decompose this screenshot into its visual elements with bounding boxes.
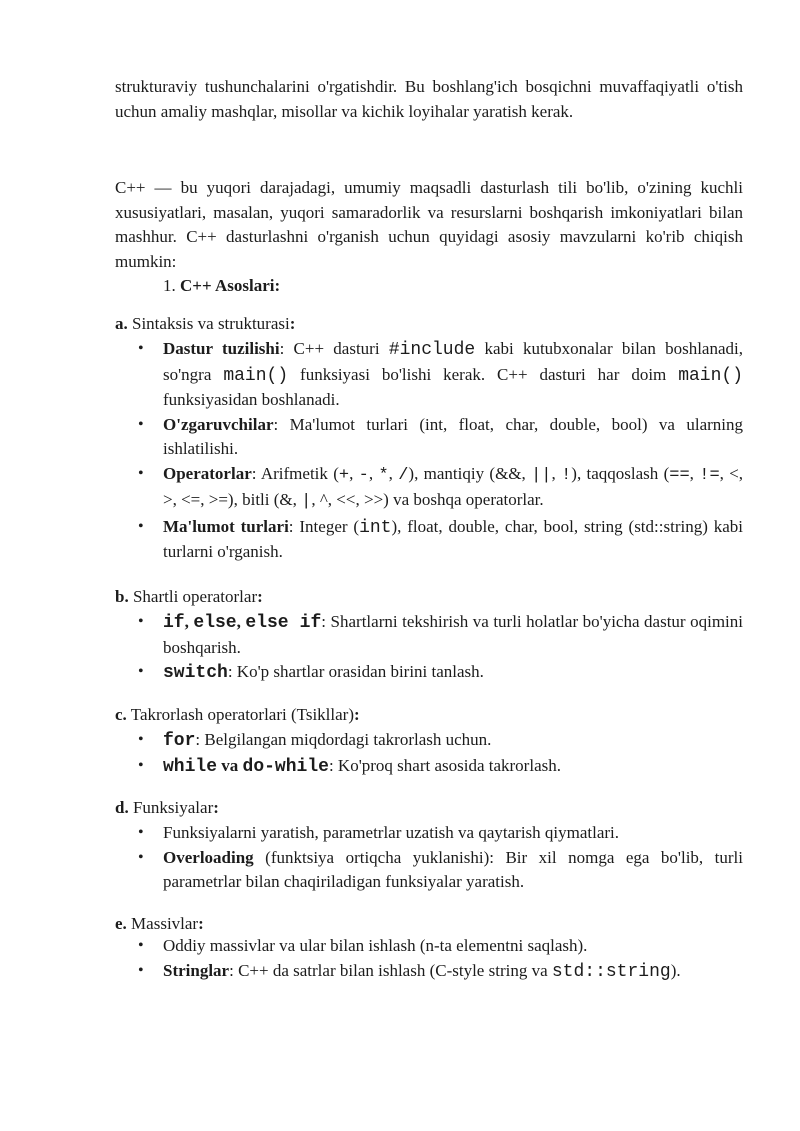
- numbered-heading: [163, 274, 280, 299]
- code-keyword: do-while: [242, 756, 329, 777]
- separator: ,: [184, 612, 194, 631]
- item-text: : Belgilangan miqdordagi takrorlash uchun.: [195, 730, 492, 749]
- section-e-heading: [115, 912, 204, 937]
- list-item: [115, 959, 743, 985]
- intro-paragraph: strukturaviy tushunchalarini o'rgatishdir. Bu boshlang'ich bosqichni muvaffaqiyatli o'tish uchun amaliy mashqlar, misollar va kichik loyihalar yaratish kerak.: [115, 77, 743, 121]
- item-text: ,: [349, 463, 359, 483]
- item-text: ,: [551, 463, 562, 483]
- code-keyword: for: [163, 731, 196, 751]
- list-item: [115, 728, 743, 754]
- section-d-heading: [115, 796, 219, 821]
- item-text: : Arifmetik (: [251, 463, 339, 483]
- code-keyword: while: [163, 756, 218, 777]
- item-text: ), mantiqiy (&&,: [408, 463, 532, 483]
- code-snippet: main(): [223, 365, 289, 386]
- list-item: [115, 337, 743, 413]
- code-snippet: /: [398, 465, 409, 485]
- conjunction: va: [217, 755, 243, 775]
- code-snippet: *: [378, 465, 389, 485]
- section-c-heading: [115, 703, 360, 728]
- section-a-heading: [115, 312, 295, 337]
- item-term: Stringlar: [163, 960, 230, 980]
- section-letter: c.: [115, 705, 127, 724]
- section-colon: :: [354, 705, 360, 724]
- section-colon: :: [213, 798, 219, 817]
- section-title: Takrorlash operatorlari (Tsikllar): [130, 705, 354, 724]
- item-text: , <, >, <=, >=), bitli (&,: [163, 463, 744, 509]
- code-snippet: ||: [531, 465, 552, 485]
- code-snippet: |: [301, 492, 312, 511]
- list-item: [115, 934, 743, 959]
- section-colon: :: [289, 314, 296, 333]
- item-term: Ma'lumot turlari: [163, 516, 289, 536]
- item-text: funksiyasi bo'lishi kerak. C++ dasturi har doim: [288, 364, 679, 384]
- list-item: [115, 821, 743, 846]
- item-text: ), taqqoslash (: [571, 463, 670, 483]
- separator: ,: [236, 612, 246, 631]
- item-term: Operatorlar: [163, 463, 252, 483]
- list-item: [115, 413, 743, 462]
- section-colon: :: [257, 587, 263, 606]
- section-title: Sintaksis va strukturasi: [132, 314, 290, 333]
- list-item: [115, 462, 743, 515]
- list-number: 1.: [163, 276, 176, 295]
- item-text: kabi kutubxonalar bilan boshlanadi, so'ngra: [163, 339, 743, 384]
- code-snippet: !=: [699, 465, 720, 485]
- item-text: : Shartlarni tekshirish va turli holatlar bo'yicha dastur oqimini boshqarish.: [163, 612, 744, 657]
- item-term: Dastur tuzilishi: [163, 339, 280, 358]
- list-item: [115, 754, 743, 780]
- item-text: ,: [368, 463, 379, 483]
- list-item: [115, 610, 743, 660]
- section-letter: d.: [115, 798, 129, 817]
- section-letter: e.: [115, 914, 127, 933]
- item-text: : Ko'p shartlar orasidan birini tanlash.: [227, 662, 484, 681]
- item-text: ), float, double, char, bool, string (std::string) kabi turlarni o'rganish.: [163, 516, 743, 561]
- section-title: Funksiyalar: [132, 798, 214, 817]
- item-text: Funksiyalarni yaratish, parametrlar uzatish va qaytarish qiymatlari.: [163, 823, 620, 842]
- section-letter: a.: [115, 314, 128, 333]
- item-text: : Ko'proq shart asosida takrorlash.: [328, 755, 561, 775]
- code-keyword: else if: [245, 613, 322, 633]
- section-b-list: [115, 610, 743, 686]
- item-term: O'zgaruvchilar: [163, 414, 274, 434]
- section-letter: b.: [115, 587, 129, 606]
- section-title: Massivlar: [131, 914, 199, 933]
- item-text: : Integer (: [288, 516, 360, 536]
- item-text: : C++ dasturi: [279, 339, 389, 358]
- code-keyword: switch: [163, 663, 228, 683]
- code-snippet: #include: [388, 340, 476, 360]
- section-c-list: [115, 728, 743, 779]
- code-snippet: std::string: [551, 961, 671, 982]
- item-text: (funktsiya ortiqcha yuklanishi): Bir xil nomga ega bo'lib, turli parametrlar bilan chaqiriladigan funksiyalar yaratish.: [163, 847, 743, 891]
- list-item: [115, 846, 743, 895]
- code-snippet: +: [338, 465, 350, 485]
- code-snippet: ==: [669, 465, 690, 485]
- item-text: funksiyasidan boshlanadi.: [163, 390, 340, 409]
- item-text: , ^, <<, >>) va boshqa operatorlar.: [311, 490, 544, 509]
- section-colon: :: [198, 914, 204, 933]
- code-snippet: main(): [678, 365, 743, 386]
- item-text: Oddiy massivlar va ular bilan ishlash (n-ta elementni saqlash).: [163, 936, 588, 955]
- section-e-list: [115, 934, 743, 984]
- list-item: [115, 515, 743, 565]
- numbered-heading-title: C++ Asoslari:: [180, 276, 281, 295]
- section-title: Shartli operatorlar: [132, 587, 258, 606]
- item-text: : C++ da satrlar bilan ishlash (C-style string va: [229, 960, 552, 980]
- section-a-list: [115, 337, 743, 565]
- item-text: ,: [388, 463, 399, 483]
- section-b-heading: [115, 585, 263, 610]
- item-text: ).: [670, 960, 681, 980]
- list-item: [115, 660, 743, 686]
- code-snippet: int: [359, 517, 392, 538]
- code-snippet: !: [561, 465, 572, 485]
- item-text: ,: [689, 463, 700, 483]
- section-d-list: [115, 821, 743, 895]
- item-term: Overloading: [163, 847, 254, 867]
- code-keyword: if: [163, 613, 185, 633]
- code-keyword: else: [193, 613, 237, 633]
- item-text: : Ma'lumot turlari (int, float, char, double, bool) va ularning ishlatilishi.: [163, 414, 743, 458]
- overview-paragraph: C++ — bu yuqori darajadagi, umumiy maqsadli dasturlash tili bo'lib, o'zining kuchli xususiyatlari, masalan, yuqori samaradorlik va resurslarni boshqarish imkoniyatlari bilan mashhur. C++ dasturlashni o'rganish uchun quyidagi asosiy mavzularni ko'rib chiqish mumkin:: [115, 178, 743, 271]
- code-snippet: -: [358, 465, 369, 485]
